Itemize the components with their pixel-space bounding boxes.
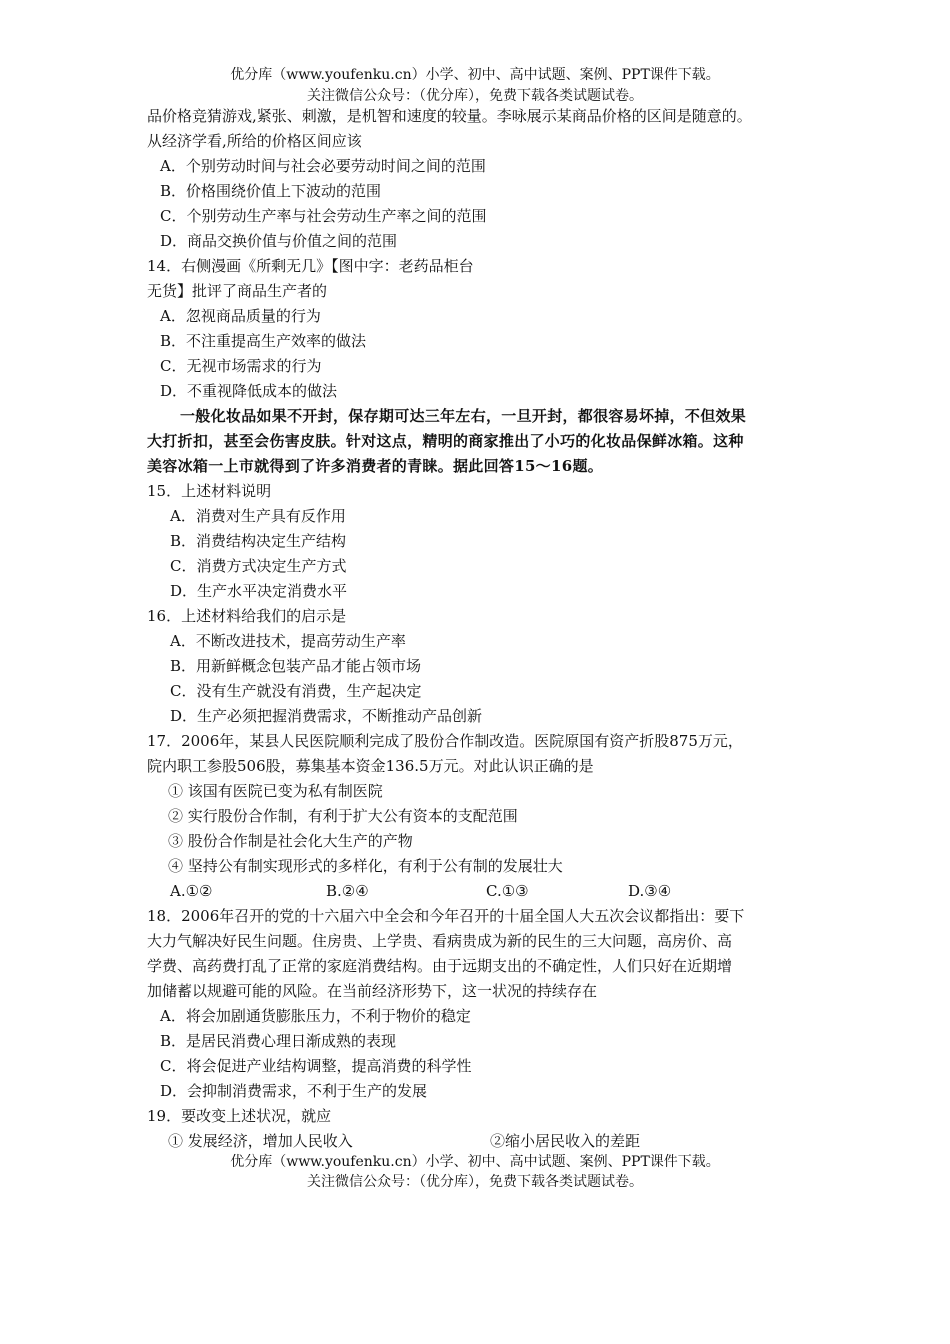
- q14-option-c: C．无视市场需求的行为: [160, 357, 322, 375]
- q13-continuation-2: 从经济学看,所给的价格区间应该: [147, 132, 362, 150]
- q19-item-1: ① 发展经济，增加人民收入: [168, 1132, 353, 1150]
- q17-option-b: B.②④: [326, 882, 369, 900]
- q18-option-c: C．将会促进产业结构调整，提高消费的科学性: [160, 1057, 472, 1075]
- material-line-1: 一般化妆品如果不开封，保存期可达三年左右，一旦开封，都很容易坏掉，不但效果: [180, 407, 747, 425]
- q17-item-2: ② 实行股份合作制，有利于扩大公有资本的支配范围: [168, 807, 518, 825]
- q17-option-d: D.③④: [628, 882, 672, 900]
- footer-line-2: 关注微信公众号：（优分库），免费下载各类试题试卷。: [307, 1174, 643, 1190]
- q18-option-a: A．将会加剧通货膨胀压力，不利于物价的稳定: [160, 1007, 471, 1025]
- q19-stem: 19．要改变上述状况，就应: [147, 1107, 332, 1125]
- q16-option-a: A．不断改进技术，提高劳动生产率: [170, 632, 406, 650]
- q14-option-d: D．不重视降低成本的做法: [160, 382, 338, 400]
- q14-option-b: B．不注重提高生产效率的做法: [160, 332, 367, 350]
- material-line-2: 大打折扣，甚至会伤害皮肤。针对这点，精明的商家推出了小巧的化妆品保鲜冰箱。这种: [147, 432, 744, 450]
- q13-continuation-1: 品价格竞猜游戏,紧张、刺激，是机智和速度的较量。李咏展示某商品价格的区间是随意的。: [147, 107, 752, 125]
- q18-option-d: D．会抑制消费需求，不利于生产的发展: [160, 1082, 428, 1100]
- q18-stem-4: 加储蓄以规避可能的风险。在当前经济形势下，这一状况的持续存在: [147, 982, 598, 1000]
- q13-option-a: A．个别劳动时间与社会必要劳动时间之间的范围: [160, 157, 486, 175]
- q18-stem-1: 18．2006年召开的党的十六届六中全会和今年召开的十届全国人大五次会议都指出：要下: [147, 907, 745, 925]
- footer-line-1: 优分库（www.youfenku.cn）小学、初中、高中试题、案例、PPT课件下载。: [230, 1154, 720, 1170]
- header-line-2: 关注微信公众号：（优分库），免费下载各类试题试卷。: [307, 88, 643, 104]
- q16-stem: 16．上述材料给我们的启示是: [147, 607, 347, 625]
- q17-stem-1: 17．2006年，某县人民医院顺利完成了股份合作制改造。医院原国有资产折股875万元，: [147, 732, 743, 750]
- q17-stem-2: 院内职工参股506股，募集基本资金136.5万元。对此认识正确的是: [147, 757, 594, 775]
- q16-option-b: B．用新鲜概念包装产品才能占领市场: [170, 657, 422, 675]
- q15-option-b: B．消费结构决定生产结构: [170, 532, 347, 550]
- q17-item-1: ① 该国有医院已变为私有制医院: [168, 782, 383, 800]
- q15-stem: 15．上述材料说明: [147, 482, 272, 500]
- q15-option-d: D．生产水平决定消费水平: [170, 582, 348, 600]
- q14-option-a: A．忽视商品质量的行为: [160, 307, 321, 325]
- q17-option-a: A.①②: [170, 882, 213, 900]
- q14-stem-1: 14．右侧漫画《所剩无几》【图中字：老药品柜台: [147, 257, 474, 275]
- q15-option-a: A．消费对生产具有反作用: [170, 507, 346, 525]
- q18-stem-2: 大力气解决好民生问题。住房贵、上学贵、看病贵成为新的民生的三大问题，高房价、高: [147, 932, 733, 950]
- q13-option-d: D．商品交换价值与价值之间的范围: [160, 232, 398, 250]
- header-line-1: 优分库（www.youfenku.cn）小学、初中、高中试题、案例、PPT课件下载。: [230, 67, 720, 83]
- q17-option-c: C.①③: [486, 882, 529, 900]
- q16-option-d: D．生产必须把握消费需求，不断推动产品创新: [170, 707, 483, 725]
- q19-item-2: ②缩小居民收入的差距: [490, 1132, 641, 1150]
- q18-stem-3: 学费、高药费打乱了正常的家庭消费结构。由于远期支出的不确定性，人们只好在近期增: [147, 957, 733, 975]
- q13-option-b: B．价格围绕价值上下波动的范围: [160, 182, 382, 200]
- q14-stem-2: 无货】批评了商品生产者的: [147, 282, 328, 300]
- q15-option-c: C．消费方式决定生产方式: [170, 557, 347, 575]
- q13-option-c: C．个别劳动生产率与社会劳动生产率之间的范围: [160, 207, 487, 225]
- q17-item-4: ④ 坚持公有制实现形式的多样化，有利于公有制的发展壮大: [168, 857, 563, 875]
- q16-option-c: C．没有生产就没有消费，生产起决定: [170, 682, 422, 700]
- q17-item-3: ③ 股份合作制是社会化大生产的产物: [168, 832, 413, 850]
- q18-option-b: B．是居民消费心理日渐成熟的表现: [160, 1032, 397, 1050]
- material-line-3: 美容冰箱一上市就得到了许多消费者的青睐。据此回答15～16题。: [147, 457, 604, 475]
